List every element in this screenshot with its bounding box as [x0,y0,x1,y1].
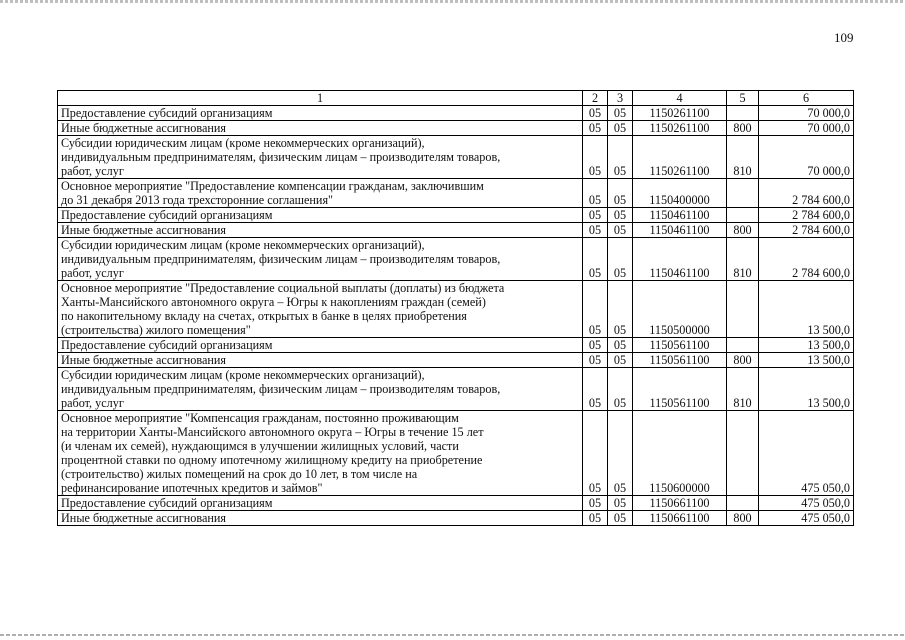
amount-cell: 475 050,0 [759,511,854,526]
expense-type-cell: 810 [727,136,759,179]
expense-type-cell: 810 [727,238,759,281]
item-name-line: Иные бюджетные ассигнования [61,223,227,237]
item-name-line: (строительства) жилого помещения" [61,323,251,337]
column-header: 2 [583,91,608,106]
expense-type-cell [727,106,759,121]
item-name-cell [58,238,583,281]
target-article-cell: 1150400000 [633,179,727,208]
section-cell: 05 [583,179,608,208]
item-name-line: (строительство) жилых помещений на срок до 10 лет, в том числе на [61,467,418,481]
item-name-line: процентной ставки по одному ипотечному жилищному кредиту на приобретение [61,453,483,467]
item-name-cell [58,121,583,136]
subsection-cell: 05 [608,281,633,338]
item-name-line: Иные бюджетные ассигнования [61,511,227,525]
amount-cell: 70 000,0 [759,106,854,121]
amount-cell: 2 784 600,0 [759,179,854,208]
table-row [58,121,854,136]
table-row [58,496,854,511]
item-name-line: Субсидии юридическим лицам (кроме некоммерческих организаций), [61,368,425,382]
target-article-cell: 1150561100 [633,353,727,368]
amount-cell: 2 784 600,0 [759,238,854,281]
item-name-line: по накопительному вкладу на счетах, открытых в банке в целях приобретения [61,309,467,323]
table-row [58,368,854,411]
table-row [58,106,854,121]
item-name-line: Ханты-Мансийского автономного округа – Югры к накоплениям граждан (семей) [61,295,486,309]
target-article-cell: 1150261100 [633,121,727,136]
amount-cell: 13 500,0 [759,368,854,411]
target-article-cell: 1150661100 [633,511,727,526]
expense-type-cell [727,411,759,496]
item-name-line: индивидуальным предпринимателям, физическим лицам – производителям товаров, [61,382,501,396]
item-name-cell [58,281,583,338]
target-article-cell: 1150500000 [633,281,727,338]
item-name-line: Предоставление субсидий организациям [61,106,273,120]
item-name-line: работ, услуг [61,396,124,410]
subsection-cell: 05 [608,411,633,496]
item-name-cell [58,223,583,238]
section-cell: 05 [583,223,608,238]
section-cell: 05 [583,368,608,411]
item-name-line: Иные бюджетные ассигнования [61,121,227,135]
amount-cell: 70 000,0 [759,136,854,179]
item-name-line: Субсидии юридическим лицам (кроме некоммерческих организаций), [61,238,425,252]
expense-type-cell: 800 [727,121,759,136]
budget-table [57,90,854,526]
expense-type-cell: 800 [727,511,759,526]
expense-type-cell: 800 [727,223,759,238]
item-name-line: (и членам их семей), нуждающимся в улучшении жилищных условий, части [61,439,459,453]
amount-cell: 13 500,0 [759,338,854,353]
section-cell: 05 [583,511,608,526]
section-cell: 05 [583,338,608,353]
expense-type-cell [727,496,759,511]
item-name-cell [58,511,583,526]
target-article-cell: 1150461100 [633,223,727,238]
expense-type-cell [727,208,759,223]
table-row [58,223,854,238]
item-name-line: работ, услуг [61,164,124,178]
item-name-cell [58,106,583,121]
table-row [58,511,854,526]
expense-type-cell: 810 [727,368,759,411]
section-cell: 05 [583,238,608,281]
item-name-cell [58,368,583,411]
subsection-cell: 05 [608,353,633,368]
target-article-cell: 1150561100 [633,368,727,411]
target-article-cell: 1150561100 [633,338,727,353]
item-name-cell [58,208,583,223]
section-cell: 05 [583,106,608,121]
section-cell: 05 [583,208,608,223]
target-article-cell: 1150261100 [633,136,727,179]
subsection-cell: 05 [608,368,633,411]
item-name-cell [58,179,583,208]
table-row [58,353,854,368]
item-name-line: Основное мероприятие "Компенсация гражданам, постоянно проживающим [61,411,459,425]
subsection-cell: 05 [608,511,633,526]
expense-type-cell [727,338,759,353]
item-name-cell [58,136,583,179]
subsection-cell: 05 [608,496,633,511]
item-name-line: рефинансирование ипотечных кредитов и займов" [61,481,323,495]
section-cell: 05 [583,411,608,496]
section-cell: 05 [583,353,608,368]
table-row [58,281,854,338]
column-header: 5 [727,91,759,106]
item-name-line: Предоставление субсидий организациям [61,496,273,510]
table-row [58,238,854,281]
subsection-cell: 05 [608,223,633,238]
item-name-line: Основное мероприятие "Предоставление социальной выплаты (доплаты) из бюджета [61,281,505,295]
item-name-cell [58,411,583,496]
item-name-cell [58,353,583,368]
target-article-cell: 1150261100 [633,106,727,121]
item-name-line: работ, услуг [61,266,124,280]
item-name-line: Предоставление субсидий организациям [61,208,273,222]
item-name-line: Субсидии юридическим лицам (кроме некоммерческих организаций), [61,136,425,150]
amount-cell: 475 050,0 [759,496,854,511]
item-name-line: индивидуальным предпринимателям, физическим лицам – производителям товаров, [61,150,501,164]
scan-border-top [0,0,905,3]
expense-type-cell: 800 [727,353,759,368]
amount-cell: 70 000,0 [759,121,854,136]
item-name-line: Основное мероприятие "Предоставление компенсации гражданам, заключившим [61,179,484,193]
item-name-cell [58,496,583,511]
amount-cell: 13 500,0 [759,281,854,338]
amount-cell: 475 050,0 [759,411,854,496]
target-article-cell: 1150461100 [633,208,727,223]
subsection-cell: 05 [608,208,633,223]
column-header: 3 [608,91,633,106]
subsection-cell: 05 [608,338,633,353]
table-row [58,208,854,223]
item-name-cell [58,338,583,353]
expense-type-cell [727,179,759,208]
item-name-line: Предоставление субсидий организациям [61,338,273,352]
item-name-line: Иные бюджетные ассигнования [61,353,227,367]
amount-cell: 2 784 600,0 [759,223,854,238]
scan-border-bottom [0,634,905,636]
expense-type-cell [727,281,759,338]
table-row [58,338,854,353]
section-cell: 05 [583,121,608,136]
table-header-row [58,91,854,106]
subsection-cell: 05 [608,106,633,121]
subsection-cell: 05 [608,238,633,281]
amount-cell: 13 500,0 [759,353,854,368]
section-cell: 05 [583,496,608,511]
item-name-line: индивидуальным предпринимателям, физическим лицам – производителям товаров, [61,252,501,266]
table-row [58,179,854,208]
target-article-cell: 1150461100 [633,238,727,281]
subsection-cell: 05 [608,121,633,136]
target-article-cell: 1150661100 [633,496,727,511]
amount-cell: 2 784 600,0 [759,208,854,223]
item-name-line: на территории Ханты-Мансийского автономного округа – Югры в течение 15 лет [61,425,484,439]
table-row [58,136,854,179]
page-number: 109 [834,30,854,45]
column-header: 1 [58,91,583,106]
column-header: 6 [759,91,854,106]
section-cell: 05 [583,136,608,179]
subsection-cell: 05 [608,136,633,179]
target-article-cell: 1150600000 [633,411,727,496]
table-row [58,411,854,496]
subsection-cell: 05 [608,179,633,208]
column-header: 4 [633,91,727,106]
section-cell: 05 [583,281,608,338]
item-name-line: до 31 декабря 2013 года трехсторонние соглашения" [61,193,334,207]
